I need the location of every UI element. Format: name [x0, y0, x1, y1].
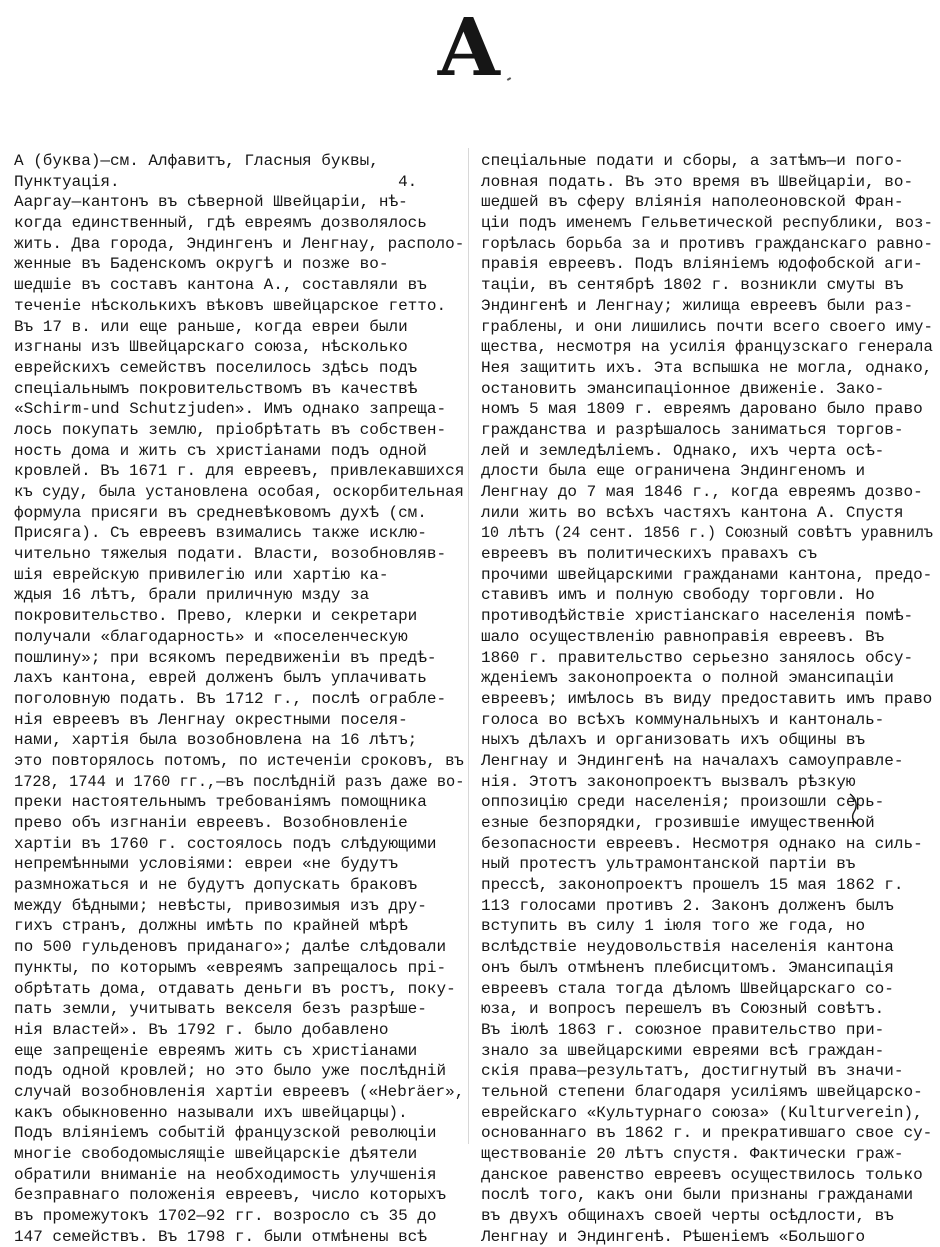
text-line: безправнаго положенія евреевъ, число которыхъ	[14, 1186, 447, 1205]
text-line: кровлей. Въ 1671 г. для евреевъ, привлекавшихся	[14, 462, 465, 481]
text-line: покровительство. Прево, клерки и секретари	[14, 607, 418, 626]
text-line: правія евреевъ. Подъ вліяніемъ юдофобской аги-	[481, 255, 923, 274]
text-line: изгнаны изъ Швейцарскаго союза, нѣсколько	[14, 338, 408, 357]
text-line: многіе свободомыслящіе швейцарскіе дѣятели	[14, 1145, 418, 1163]
text-line: жденіемъ законопроекта о полной эмансипаціи	[481, 669, 894, 688]
text-line: преки настоятельнымъ требованіямъ помощника	[14, 793, 427, 812]
text-line: вслѣдствіе неудовольствія населенія кантона	[481, 938, 894, 957]
handwritten-mark	[846, 792, 862, 826]
text-line: 1728, 1744 и 1760 гг.,—въ послѣдній разъ даже во-	[14, 772, 465, 791]
text-line: граблены, и они лишились почти всего своего иму-	[481, 317, 933, 336]
text-line: лось покупать землю, пріобрѣтать въ собствен-	[14, 420, 447, 439]
text-line: въ промежутокъ 1702—92 гг. возросло съ 35 до	[14, 1207, 437, 1226]
text-line: 1860 г. правительство серьезно занялось обсу-	[481, 648, 914, 667]
text-line: теченіе нѣсколькихъ вѣковъ швейцарское гетто.	[14, 296, 447, 315]
text-line: езные безпорядки, грозившіе имущественной	[481, 814, 875, 832]
text-line: пошлину»; при всякомъ передвиженіи въ предѣ-	[14, 648, 437, 667]
text-line: тельной степени благодаря усиліямъ швейцарско-	[481, 1082, 923, 1101]
text-line: евреевъ стала тогда дѣломъ Швейцарскаго со-	[481, 979, 894, 998]
text-line: таціи, въ сентябрѣ 1802 г. возникли смуты въ	[481, 276, 904, 295]
text-line: хартіи въ 1760 г. состоялось подъ слѣдующими	[14, 834, 437, 853]
text-line: еврейскаго «Культурнаго союза» (Kulturverein),	[481, 1103, 923, 1122]
text-line: жить. Два города, Эндингенъ и Ленгнау, располо-	[14, 234, 465, 253]
text-line: поголовную подать. Въ 1712 г., послѣ ограбле-	[14, 689, 447, 708]
text-line: какъ обыкновенно называли ихъ швейцарцы).	[14, 1103, 408, 1122]
text-line: прессѣ, законопроектъ прошелъ 15 мая 1862 г.	[481, 876, 904, 895]
text-line: пункты, по которымъ «евреямъ запрещалось прі-	[14, 958, 447, 977]
text-line: остановить эмансипаціонное движеніе. Зако-	[481, 379, 885, 398]
text-line: евреевъ въ политическихъ правахъ съ	[481, 545, 818, 564]
text-line: это повторялось потомъ, по истеченіи сроковъ, въ	[14, 751, 464, 770]
text-line: Подъ вліяніемъ событій французской революціи	[14, 1124, 437, 1143]
text-line: горѣлась борьба за и противъ гражданскаго равно-	[481, 234, 933, 253]
text-line: Ленгнау до 7 мая 1846 г., когда евреямъ дозво-	[481, 483, 923, 501]
text-line: шедшіе въ составъ кантона А., составляли въ	[14, 276, 427, 295]
text-line: А (буква)—см. Алфавитъ, Гласныя буквы,	[14, 152, 379, 170]
text-line: 113 голосами противъ 2. Законъ долженъ былъ	[481, 896, 894, 915]
text-line: Въ іюлѣ 1863 г. союзное правительство при-	[481, 1020, 885, 1039]
text-line: прево объ изгнаніи евреевъ. Возобновленіе	[14, 814, 408, 832]
text-line: когда единственный, гдѣ евреямъ дозволялось	[14, 214, 427, 233]
text-line: формула присяги въ средневѣковомъ духѣ (см.	[14, 503, 427, 522]
text-line: ціи подъ именемъ Гельветической республики, воз-	[481, 214, 933, 233]
text-line: размножаться и не будутъ допускать браковъ	[14, 876, 418, 895]
text-line: ность дома и жить съ христіанами подъ одной	[14, 441, 427, 460]
text-line: ныхъ дѣлахъ и организовать ихъ общины въ	[481, 731, 866, 750]
text-line: непремѣнными условіями: евреи «не будутъ	[14, 855, 399, 874]
text-line: въ двухъ общинахъ своей черты осѣдлости, въ	[481, 1207, 894, 1226]
text-line: лахъ кантона, еврей долженъ былъ уплачивать	[14, 669, 427, 688]
text-line: «Schirm-und Schutzjuden». Имъ однако запреща-	[14, 400, 447, 419]
text-line: еврейскихъ семействъ поселилось здѣсь подъ	[14, 358, 418, 377]
text-line: шало осуществленію равноправія евреевъ. Въ	[481, 627, 885, 646]
text-line: 10 лѣтъ (24 сент. 1856 г.) Союзный совѣтъ уравнилъ	[481, 524, 934, 543]
text-line: спеціальнымъ покровительствомъ въ качествѣ	[14, 379, 418, 398]
text-line: подъ одной кровлей; но это было уже послѣдній	[14, 1062, 447, 1081]
text-line: нія. Этотъ законопроектъ вызвалъ рѣзкую	[481, 772, 856, 791]
text-line: нами, хартія была возобновлена на 16 лѣтъ;	[14, 731, 418, 750]
text-line: знало за швейцарскими евреями всѣ граждан-	[481, 1041, 885, 1060]
text-line: нія властей». Въ 1792 г. было добавлено	[14, 1020, 389, 1039]
page-title: А	[436, 0, 504, 94]
text-line: 147 семействъ. Въ 1798 г. были отмѣнены всѣ	[14, 1227, 427, 1246]
text-line: ждыя 16 лѣтъ, брали приличную мзду за	[14, 586, 370, 605]
text-line: ловная подать. Въ это время въ Швейцаріи, во-	[481, 172, 914, 191]
column-divider	[468, 148, 469, 1144]
text-line: гихъ странъ, должны имѣть по крайней мѣрѣ	[14, 917, 408, 936]
text-line: ставивъ имъ и полную свободу торговли. Но	[481, 586, 875, 605]
right-column	[481, 151, 933, 1247]
text-line: случай возобновленія хартіи евреевъ («Hebräer»,	[14, 1082, 465, 1101]
text-line: щества, несмотря на усилія французскаго генерала	[481, 338, 933, 357]
text-line: по 500 гульденовъ приданаго»; далѣе слѣдовали	[14, 938, 447, 957]
text-line: къ суду, была установлена особая, оскорбительная	[14, 483, 464, 501]
text-line: гражданства и разрѣшалось заниматься торгов-	[481, 420, 904, 439]
text-line: Ленгнау и Эндингенѣ на началахъ самоуправле-	[481, 751, 904, 770]
text-line: данское равенство евреевъ осуществилось только	[481, 1165, 923, 1184]
text-line: Пунктуація. 4.	[14, 172, 418, 191]
text-line: между бѣдными; невѣсты, привозимыя изъ дру-	[14, 896, 427, 915]
text-line: прочими швейцарскими гражданами кантона, предо-	[481, 565, 933, 584]
text-line: пать земли, учитывать векселя безъ разрѣше-	[14, 1000, 427, 1019]
text-line: голоса во всѣхъ коммунальныхъ и кантональ-	[481, 710, 885, 729]
text-line: противодѣйствіе христіанскаго населенія помѣ-	[481, 607, 914, 626]
text-line: лили жить во всѣхъ частяхъ кантона А. Спустя	[481, 503, 904, 522]
text-line: Нея защитить ихъ. Эта вспышка не могла, однако,	[481, 358, 933, 377]
text-line: евреевъ; имѣлось въ виду предоставить имъ право	[481, 689, 933, 708]
text-line: женные въ Баденскомъ округѣ и позже во-	[14, 255, 389, 274]
text-line: обратили вниманіе на необходимость улучшенія	[14, 1165, 437, 1184]
text-line: Ленгнау и Эндингенѣ. Рѣшеніемъ «Большого	[481, 1227, 866, 1246]
text-line: безопасности евреевъ. Несмотря однако на силь-	[481, 834, 923, 853]
text-line: юза, и вопросъ перешелъ въ Союзный совѣтъ.	[481, 1000, 885, 1019]
text-line: Въ 17 в. или еще раньше, когда евреи были	[14, 317, 408, 336]
text-line: еще запрещеніе евреямъ жить съ христіанами	[14, 1041, 418, 1060]
text-line: шедшей въ сферу вліянія наполеоновской Фран-	[481, 193, 904, 212]
text-line: спеціальные подати и сборы, а затѣмъ—и пого-	[481, 152, 904, 170]
text-line: основаннаго въ 1862 г. и прекратившаго свое су-	[481, 1124, 933, 1143]
text-line: онъ былъ отмѣненъ плебисцитомъ. Эмансипація	[481, 958, 894, 977]
text-line: номъ 5 мая 1809 г. евреямъ даровано было право	[481, 400, 923, 419]
text-line: Ааргау—кантонъ въ сѣверной Швейцаріи, нѣ-	[14, 193, 408, 212]
text-line: вступить въ силу 1 іюля того же года, но	[481, 917, 866, 936]
text-line: обрѣтать дома, отдавать деньги въ ростъ, поку-	[14, 979, 456, 998]
left-column	[14, 151, 464, 1247]
text-line: Эндингенѣ и Ленгнау; жилища евреевъ были раз-	[481, 296, 914, 315]
text-line: шія еврейскую привилегію или хартію ка-	[14, 565, 389, 584]
text-line: чительно тяжелыя подати. Власти, возобновляв-	[14, 545, 447, 564]
text-line: оппозицію среди населенія; произошли серь-	[481, 793, 885, 812]
text-line: нія евреевъ въ Ленгнау окрестными поселя-	[14, 710, 408, 729]
text-line: послѣ того, какъ они были признаны гражданами	[481, 1186, 914, 1205]
text-line: ществованіе 20 лѣтъ спустя. Фактически граж-	[481, 1145, 904, 1163]
text-line: ный протестъ ультрамонтанской партіи въ	[481, 855, 856, 874]
text-line: лей и земледѣліемъ. Однако, ихъ черта осѣ-	[481, 441, 885, 460]
text-line: длости была еще ограничена Эндингеномъ и	[481, 462, 866, 481]
text-line: скія права—результатъ, достигнутый въ значи-	[481, 1062, 904, 1081]
text-line: получали «благодарность» и «поселенческую	[14, 627, 408, 646]
text-line: Присяга). Съ евреевъ взимались также исклю-	[14, 524, 427, 543]
